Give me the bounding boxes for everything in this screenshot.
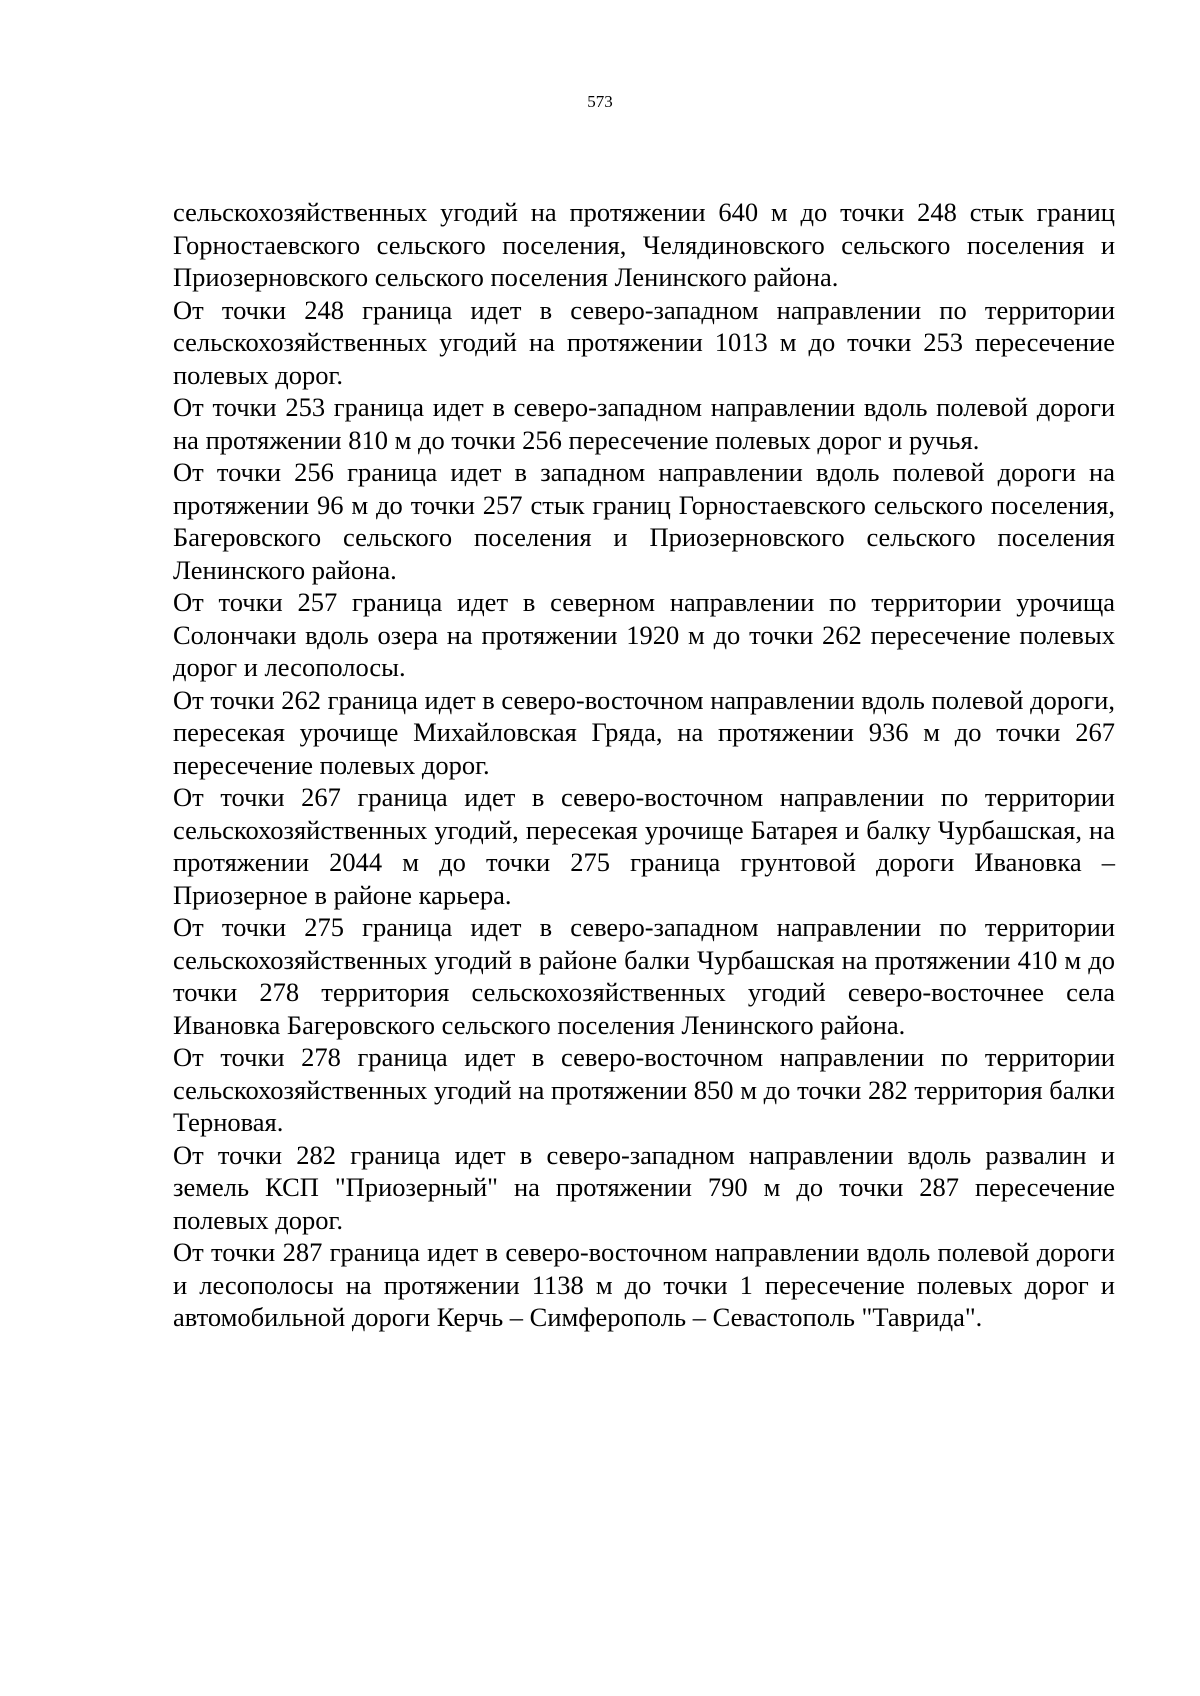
paragraph-point-287: От точки 287 граница идет в северо-восточном направлении вдоль полевой дороги и лесополосы на протяжении 1138 м до точки 1 пересечение полевых дорог и автомобильной дороги Керчь – Симферополь – Севастополь "Таврида". (173, 1237, 1115, 1332)
paragraph-point-262: От точки 262 граница идет в северо-восточном направлении вдоль полевой дороги, пересекая урочище Михайловская Гряда, на протяжении 936 м до точки 267 пересечение полевых дорог. (173, 684, 1115, 780)
paragraph-point-275: От точки 275 граница идет в северо-западном направлении по территории сельскохозяйственных угодий в районе балки Чурбашская на протяжении 410 м до точки 278 территория сельскохозяйственных угодий северо-восточнее села Ивановка Багеровского сельского поселения Ленинского района. (173, 912, 1115, 1040)
paragraph-point-267: От точки 267 граница идет в северо-восточном направлении по территории сельскохозяйственных угодий, пересекая урочище Батарея и балку Чурбашская, на протяжении 2044 м до точки 275 граница грунтовой дороги Ивановка – Приозерное в районе карьера. (173, 782, 1115, 910)
paragraph-point-256: От точки 256 граница идет в западном направлении вдоль полевой дороги на протяжении 96 м до точки 257 стык границ Горностаевского сельского поселения, Багеровского сельского поселения и Приозерновского сельского поселения Ленинского района. (173, 457, 1115, 585)
paragraph-point-253: От точки 253 граница идет в северо-западном направлении вдоль полевой дороги на протяжении 810 м до точки 256 пересечение полевых дорог и ручья. (173, 392, 1115, 455)
paragraph-continuation: сельскохозяйственных угодий на протяжении 640 м до точки 248 стык границ Горностаевского сельского поселения, Челядиновского сельского поселения и Приозерновского сельского поселения Ленинского района. (173, 197, 1115, 292)
paragraph-point-282: От точки 282 граница идет в северо-западном направлении вдоль развалин и земель КСП "Приозерный" на протяжении 790 м до точки 287 пересечение полевых дорог. (173, 1139, 1115, 1235)
paragraph-point-278: От точки 278 граница идет в северо-восточном направлении по территории сельскохозяйственных угодий на протяжении 850 м до точки 282 территория балки Терновая. (173, 1042, 1115, 1137)
document-body (173, 196, 1115, 1334)
page-number: 573 (587, 92, 613, 111)
paragraph-point-248: От точки 248 граница идет в северо-западном направлении по территории сельскохозяйственных угодий на протяжении 1013 м до точки 253 пересечение полевых дорог. (173, 294, 1115, 390)
paragraph-point-257: От точки 257 граница идет в северном направлении по территории урочища Солончаки вдоль озера на протяжении 1920 м до точки 262 пересечение полевых дорог и лесополосы. (173, 587, 1115, 682)
